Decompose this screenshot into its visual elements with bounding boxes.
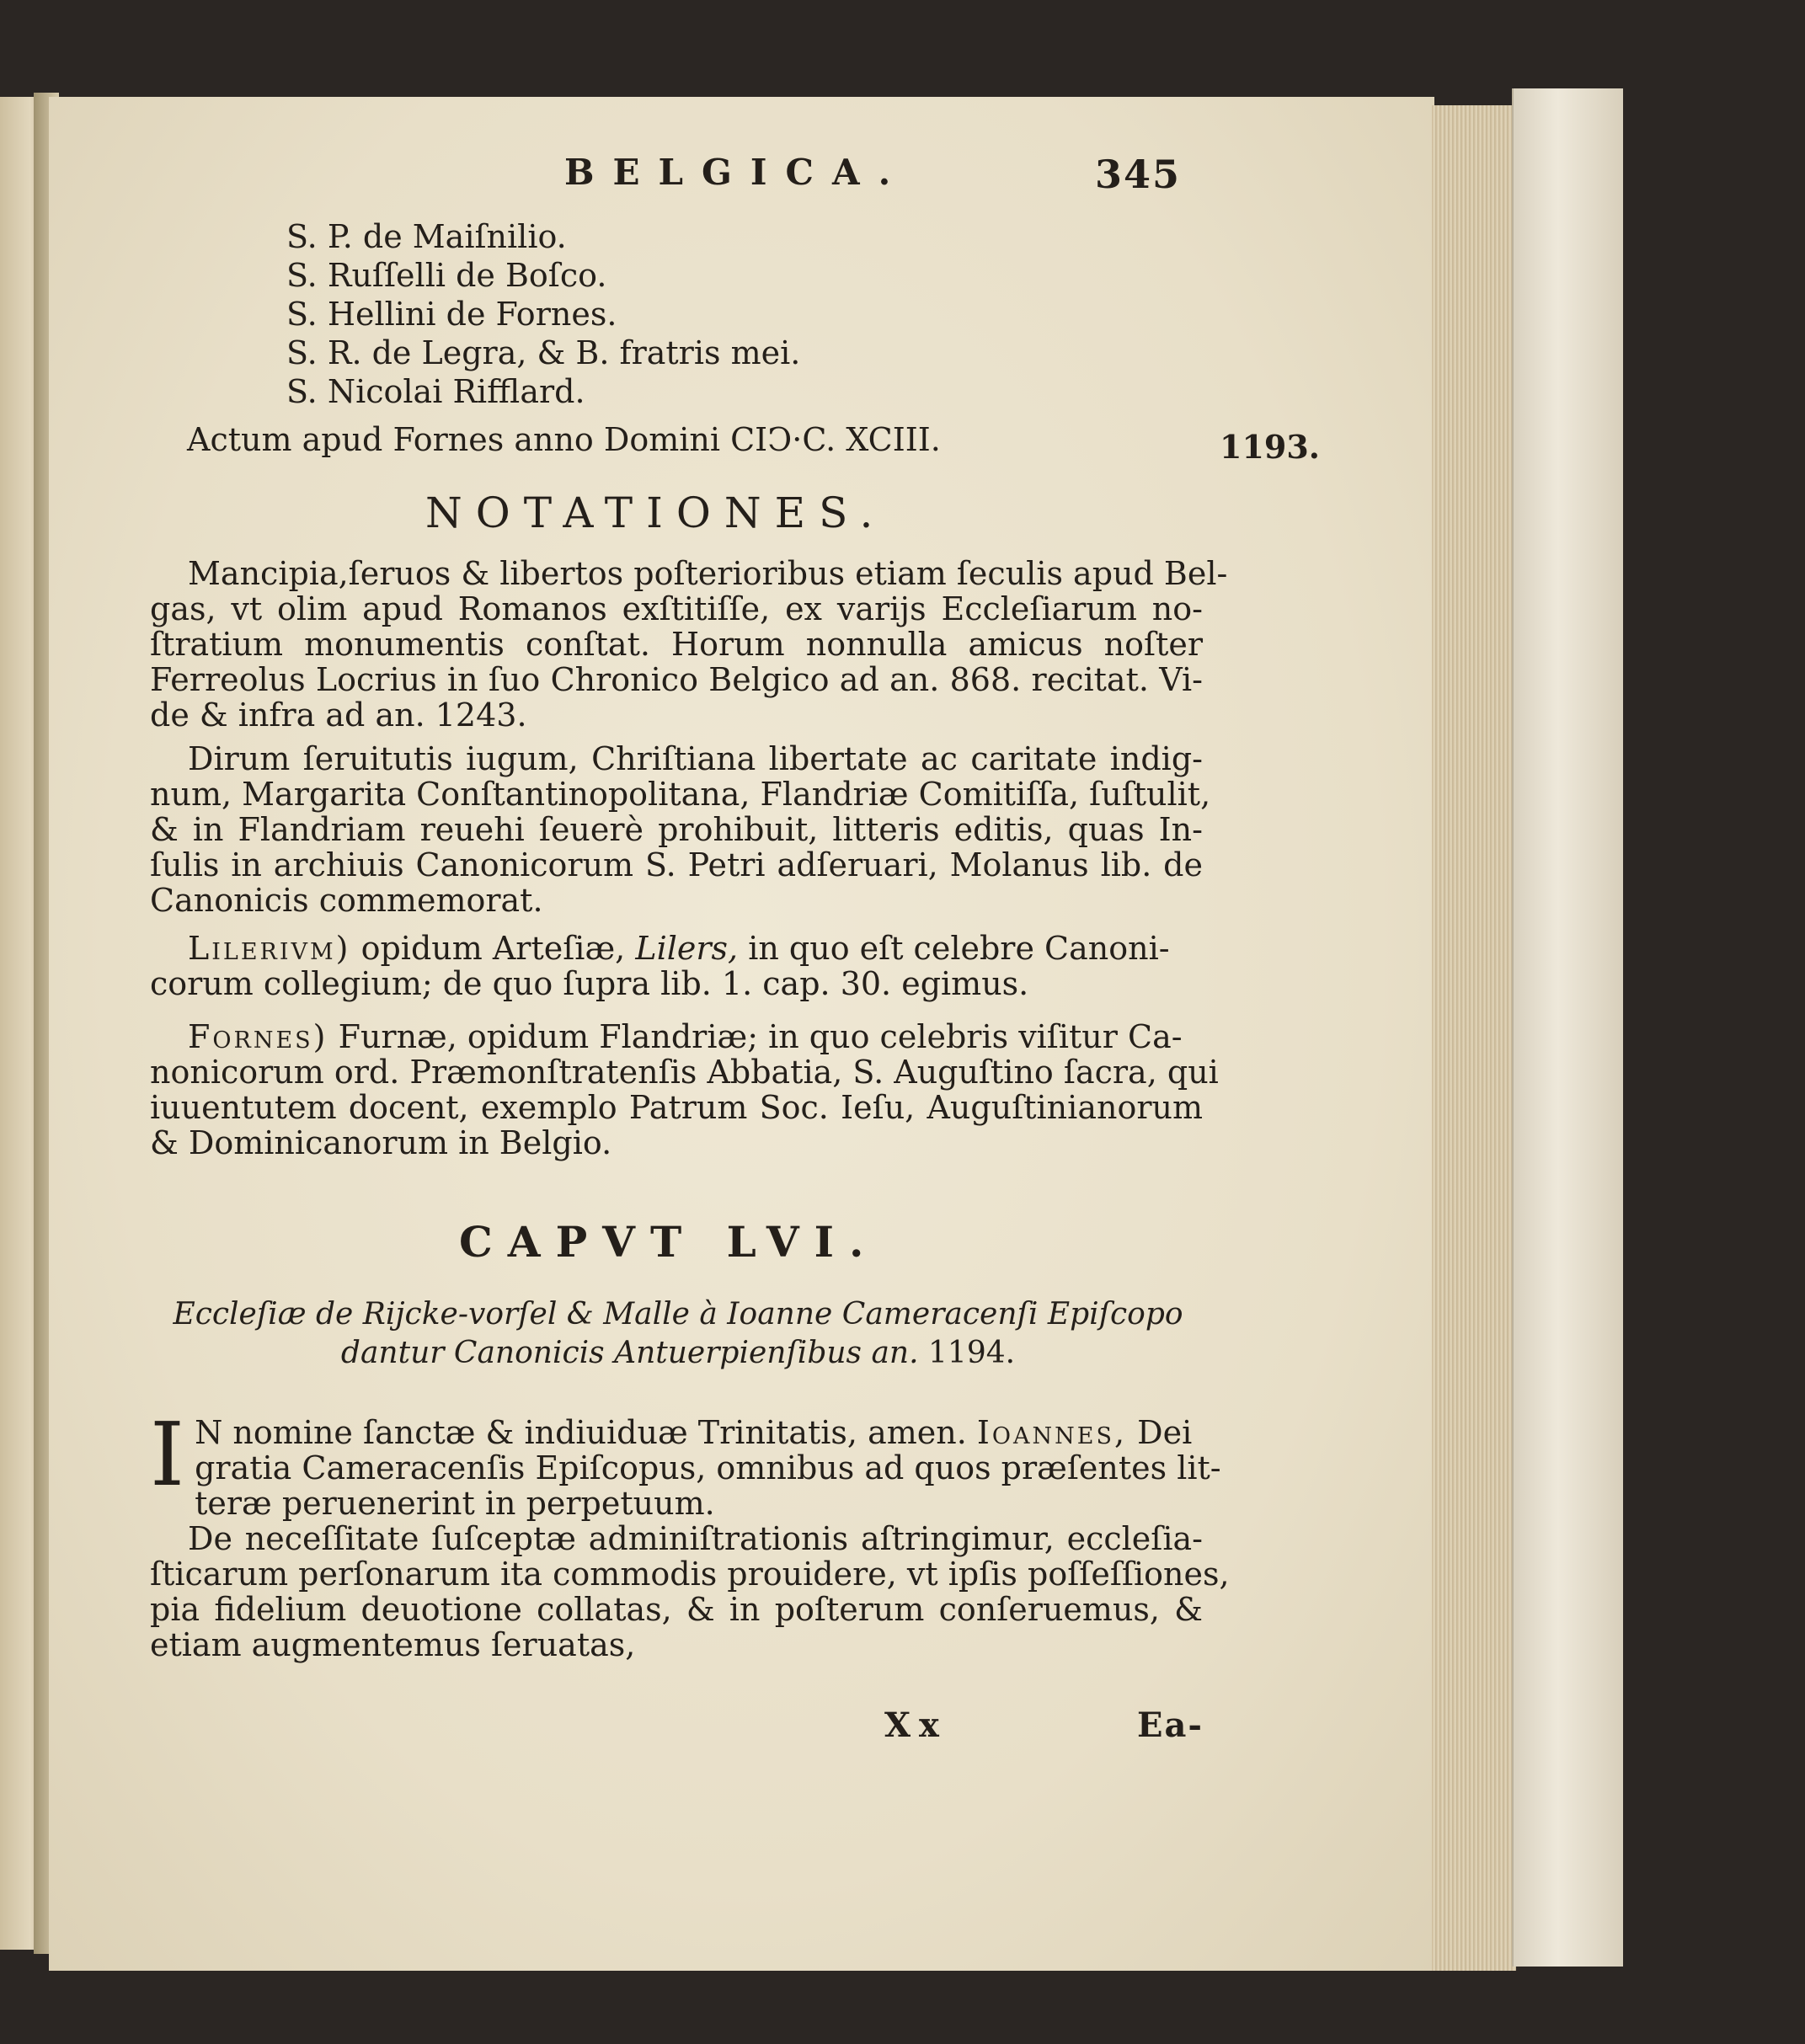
bishop-name: Ioannes,	[976, 1414, 1128, 1451]
text-line: ſulis in archiuis Canonicorum S. Petri adſeruari, Molanus lib. de	[150, 846, 1203, 883]
catchword: Ea-	[1137, 1705, 1204, 1745]
text-span: Furnæ, opidum Flandriæ; in quo celebris viſitur Ca-	[328, 1018, 1183, 1055]
gloss-term: Fornes)	[188, 1018, 328, 1055]
note-paragraph	[150, 740, 1211, 919]
text-line: Mancipia,ſeruos & libertos poſterioribus etiam ſeculis apud Bel-	[188, 555, 1228, 592]
text-line: gas, vt olim apud Romanos exſtitiſſe, ex varijs Eccleſiarum no-	[150, 590, 1203, 627]
text-line: De neceſſitate ſuſceptæ adminiſtrationis aſtringimur, eccleſia-	[188, 1520, 1203, 1557]
signatory-list	[286, 217, 800, 411]
signature-mark: Xx	[884, 1705, 948, 1745]
note-lilerium	[150, 931, 1203, 1001]
text-line: teræ peruenerint in perpetuum.	[195, 1485, 715, 1522]
text-line: Canonicis commemorat.	[150, 882, 543, 919]
charter-text	[150, 1403, 1230, 1663]
text-span: opidum Arteſiæ,	[350, 930, 636, 967]
notationes-heading: NOTATIONES.	[425, 488, 887, 537]
text-line: pia fidelium deuotione collatas, & in poſterum conſeruemus, &	[150, 1591, 1203, 1628]
text-line: Dirum ſeruitutis iugum, Chriſtiana libertate ac caritate indig-	[188, 740, 1203, 777]
text-line: & in Flandriam reuehi ſeuerè prohibuit, litteris editis, quas In-	[150, 811, 1203, 848]
drop-capital: I	[150, 1403, 185, 1506]
page-block-edges	[1432, 105, 1516, 1971]
signatory: S. R. de Legra, & B. fratris mei.	[286, 334, 801, 371]
running-title: BELGICA.	[564, 152, 910, 193]
text-line: iuuentutem docent, exemplo Patrum Soc. Ieſu, Auguſtinianorum	[150, 1089, 1203, 1126]
text-span: Dei	[1127, 1414, 1193, 1451]
text-span: N nomine ſanctæ & indiuiduæ Trinitatis, amen.	[195, 1414, 977, 1451]
text-line: etiam augmentemus ſeruatas,	[150, 1626, 636, 1663]
signatory: S. Ruſſelli de Boſco.	[286, 257, 607, 294]
book-cover-edge	[1512, 88, 1623, 1967]
subtitle-year: 1194.	[918, 1336, 1016, 1370]
chapter-heading: CAPVT LVI.	[459, 1217, 879, 1267]
margin-year-note: 1193.	[1220, 428, 1320, 466]
page-number: 345	[1095, 152, 1182, 197]
actum-line: Actum apud Fornes anno Domini CIↃ·C. XCIII.	[187, 421, 941, 458]
text-line: nonicorum ord. Præmonſtratenſis Abbatia, S. Auguſtino ſacra, qui	[150, 1054, 1219, 1091]
chapter-subtitle	[152, 1295, 1204, 1373]
signatory: S. P. de Maiſnilio.	[286, 218, 567, 255]
text-line: corum collegium; de quo ſupra lib. 1. cap. 30. egimus.	[150, 965, 1029, 1002]
italic-place-name: Lilers,	[635, 930, 739, 967]
text-line: de & infra ad an. 1243.	[150, 696, 527, 734]
text-line: ſtratium monumentis conſtat. Horum nonnulla amicus noſter	[150, 626, 1203, 663]
text-line: num, Margarita Conſtantinopolitana, Flandriæ Comitiſſa, ſuſtulit,	[150, 776, 1211, 813]
subtitle-italic: dantur Canonicis Antuerpienſibus an.	[340, 1336, 919, 1370]
text-line: Ferreolus Locrius in ſuo Chronico Belgico ad an. 868. recitat. Vi-	[150, 661, 1203, 698]
signatory: S. Hellini de Fornes.	[286, 296, 617, 333]
subtitle-line: Eccleſiæ de Rijcke-vorſel & Malle à Ioanne Cameracenſi Epiſcopo	[173, 1297, 1183, 1332]
note-fornes	[150, 1018, 1219, 1161]
gloss-term: Lilerivm)	[188, 930, 351, 967]
text-line: & Dominicanorum in Belgio.	[150, 1124, 612, 1161]
note-paragraph	[150, 555, 1228, 734]
text-span: in quo eſt celebre Canoni-	[738, 930, 1170, 967]
text-line: ſticarum perſonarum ita commodis prouidere, vt ipſis poſſeſſiones,	[150, 1556, 1230, 1593]
text-line: gratia Cameracenſis Epiſcopus, omnibus ad quos præſentes lit-	[195, 1449, 1221, 1486]
signatory: S. Nicolai Rifflard.	[286, 373, 585, 410]
